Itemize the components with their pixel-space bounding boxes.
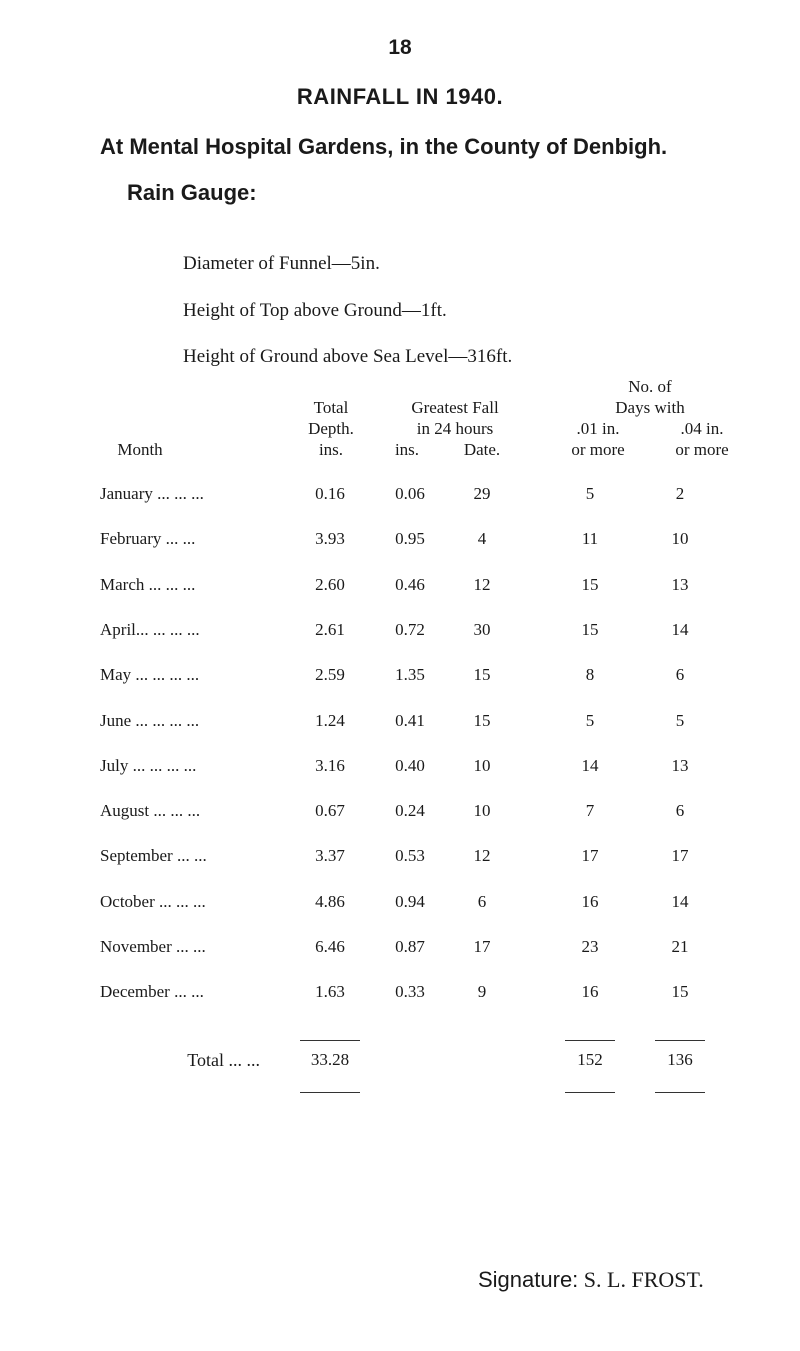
cell-month: June ... ... ... ... (100, 711, 200, 730)
cell-date: 10 (473, 756, 491, 775)
cell-greatest-fall: 0.24 (395, 801, 425, 820)
cell-greatest-fall: 0.94 (395, 892, 425, 911)
cell-depth: 2.60 (315, 575, 345, 594)
cell-depth: 3.16 (315, 756, 345, 775)
header-days-01-line-2: or more (571, 440, 625, 459)
cell-depth: 2.59 (315, 665, 345, 684)
cell-greatest-fall: 0.87 (395, 937, 425, 956)
cell-date: 17 (473, 937, 491, 956)
cell-days-04: 2 (675, 484, 685, 503)
cell-days-01: 16 (581, 982, 599, 1001)
cell-date: 15 (473, 711, 491, 730)
header-days-01 (548, 418, 648, 460)
header-month: Month (117, 440, 163, 459)
spec-top-height: Height of Top above Ground—1ft. (183, 300, 447, 321)
page-number: 18 (388, 36, 412, 59)
cell-days-04: 13 (671, 575, 689, 594)
cell-days-01: 15 (581, 620, 599, 639)
cell-month: April... ... ... ... (100, 620, 200, 639)
signature-name: S. L. FROST. (583, 1267, 704, 1292)
header-days-04-line-1: .04 in. (680, 419, 724, 438)
cell-greatest-fall: 0.33 (395, 982, 425, 1001)
cell-month: January ... ... ... (100, 484, 204, 503)
spec-funnel-diameter: Diameter of Funnel—5in. (183, 253, 380, 274)
cell-depth: 0.16 (315, 484, 345, 503)
cell-month: July ... ... ... ... (100, 756, 197, 775)
cell-month: November ... ... (100, 937, 206, 956)
header-days-line-2: Days with (615, 398, 685, 417)
cell-days-04: 14 (671, 892, 689, 911)
cell-depth: 4.86 (315, 892, 345, 911)
total-rule-depth (300, 1040, 360, 1041)
total-depth: 33.28 (310, 1050, 350, 1069)
header-greatest-fall (370, 397, 540, 439)
cell-days-01: 5 (585, 711, 595, 730)
cell-date: 9 (477, 982, 487, 1001)
cell-days-04: 10 (671, 529, 689, 548)
cell-date: 30 (473, 620, 491, 639)
cell-date: 29 (473, 484, 491, 503)
header-days (570, 376, 730, 418)
cell-greatest-fall: 0.41 (395, 711, 425, 730)
cell-greatest-fall: 0.40 (395, 756, 425, 775)
cell-days-04: 5 (675, 711, 685, 730)
cell-days-04: 14 (671, 620, 689, 639)
total-underline-days-01 (565, 1092, 615, 1093)
cell-date: 12 (473, 846, 491, 865)
header-total-line-2: Depth. (308, 419, 354, 438)
signature-label: Signature: (478, 1267, 579, 1292)
cell-greatest-fall: 0.06 (395, 484, 425, 503)
cell-month: October ... ... ... (100, 892, 206, 911)
cell-depth: 2.61 (315, 620, 345, 639)
cell-days-01: 11 (581, 529, 599, 548)
cell-greatest-fall: 0.46 (395, 575, 425, 594)
header-total-line-3: ins. (318, 440, 344, 459)
total-label: Total ... ... (187, 1050, 260, 1070)
cell-date: 6 (477, 892, 487, 911)
page-title: RAINFALL IN 1940. (296, 84, 504, 109)
cell-days-01: 14 (581, 756, 599, 775)
total-rule-days-04 (655, 1040, 705, 1041)
cell-month: February ... ... (100, 529, 196, 548)
header-greatest-ins: ins. (394, 440, 420, 459)
cell-date: 10 (473, 801, 491, 820)
header-days-04 (652, 418, 752, 460)
cell-date: 15 (473, 665, 491, 684)
cell-days-01: 7 (585, 801, 595, 820)
cell-date: 4 (477, 529, 487, 548)
rain-gauge-heading: Rain Gauge: (127, 180, 257, 205)
cell-date: 12 (473, 575, 491, 594)
cell-days-01: 23 (581, 937, 599, 956)
spec-ground-height: Height of Ground above Sea Level—316ft. (183, 346, 513, 367)
header-days-04-line-2: or more (675, 440, 729, 459)
cell-days-01: 17 (581, 846, 599, 865)
cell-days-04: 6 (675, 665, 685, 684)
cell-days-04: 6 (675, 801, 685, 820)
header-days-line-1: No. of (628, 377, 672, 396)
signature (478, 1267, 704, 1293)
total-underline-depth (300, 1092, 360, 1093)
cell-depth: 6.46 (315, 937, 345, 956)
cell-days-01: 8 (585, 665, 595, 684)
cell-days-01: 15 (581, 575, 599, 594)
total-rule-days-01 (565, 1040, 615, 1041)
cell-days-04: 17 (671, 846, 689, 865)
cell-month: August ... ... ... (100, 801, 201, 820)
total-underline-days-04 (655, 1092, 705, 1093)
cell-month: March ... ... ... (100, 575, 196, 594)
total-days-01: 152 (577, 1050, 603, 1069)
cell-greatest-fall: 0.53 (395, 846, 425, 865)
cell-greatest-fall: 1.35 (395, 665, 425, 684)
cell-greatest-fall: 0.95 (395, 529, 425, 548)
cell-depth: 3.37 (315, 846, 345, 865)
cell-depth: 1.24 (315, 711, 345, 730)
header-total (296, 397, 366, 460)
cell-days-04: 15 (671, 982, 689, 1001)
cell-month: May ... ... ... ... (100, 665, 200, 684)
cell-depth: 3.93 (315, 529, 345, 548)
header-greatest-line-1: Greatest Fall (411, 398, 499, 417)
cell-depth: 0.67 (315, 801, 345, 820)
cell-greatest-fall: 0.72 (395, 620, 425, 639)
header-total-line-1: Total (313, 398, 349, 417)
header-greatest-line-2: in 24 hours (416, 419, 494, 438)
cell-days-01: 16 (581, 892, 599, 911)
cell-days-01: 5 (585, 484, 595, 503)
header-greatest-date: Date. (463, 440, 501, 459)
cell-month: September ... ... (100, 846, 207, 865)
cell-days-04: 21 (671, 937, 689, 956)
cell-month: December ... ... (100, 982, 204, 1001)
cell-depth: 1.63 (315, 982, 345, 1001)
subtitle: At Mental Hospital Gardens, in the County of Denbigh. (100, 134, 668, 159)
cell-days-04: 13 (671, 756, 689, 775)
header-days-01-line-1: .01 in. (576, 419, 620, 438)
total-days-04: 136 (667, 1050, 693, 1069)
